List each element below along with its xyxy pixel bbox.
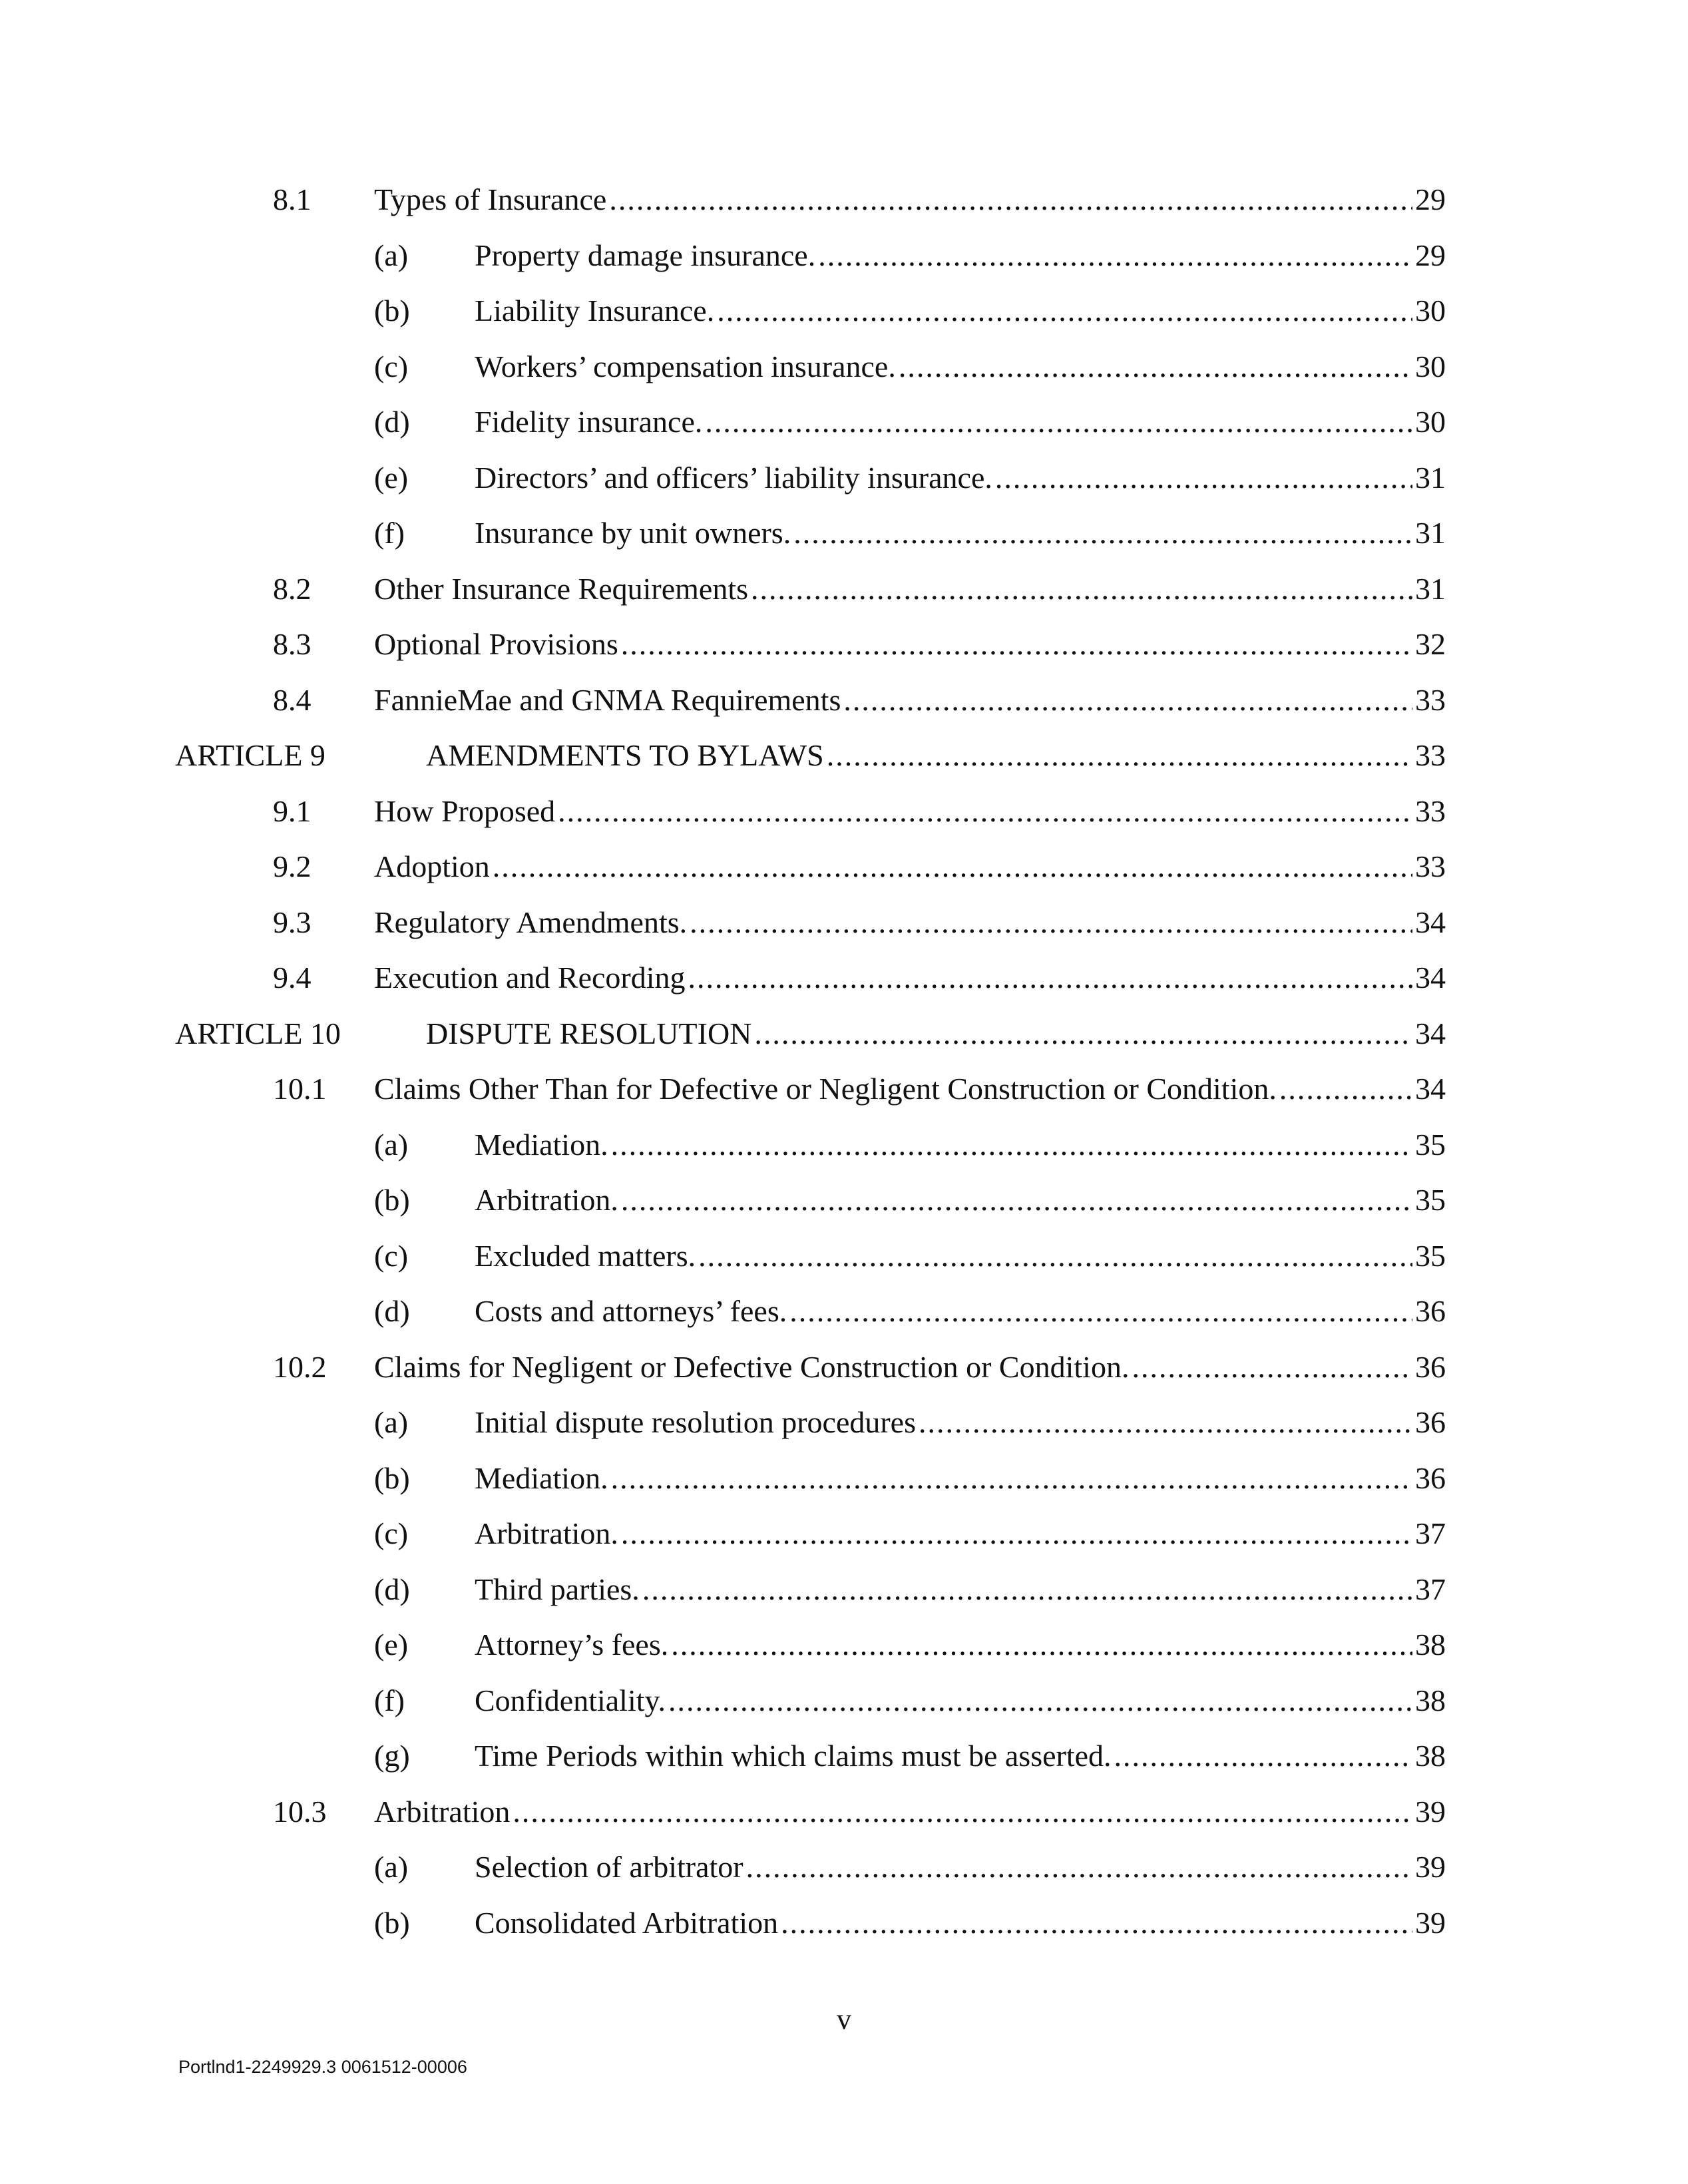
dot-leader: [818, 228, 1412, 284]
dot-leader: [781, 1895, 1412, 1951]
toc-entry-number: 9.2: [273, 849, 312, 883]
toc-entry-page: 30: [1415, 349, 1446, 383]
toc-entry-number: (d): [374, 405, 410, 439]
dot-leader: [746, 1839, 1412, 1895]
toc-entry-line: [374, 1784, 1446, 1840]
table-of-contents: [0, 172, 1688, 1950]
toc-entry-number: ARTICLE 10: [175, 1016, 341, 1050]
toc-entry-page: 34: [1415, 905, 1446, 939]
toc-entry: [0, 895, 1688, 951]
toc-entry-title: Claims Other Than for Defective or Negligent Construction or Condition.: [374, 1072, 1277, 1106]
toc-entry-line: [426, 1006, 1446, 1062]
toc-entry: [0, 1006, 1688, 1062]
dot-leader: [843, 672, 1412, 728]
dot-leader: [789, 1283, 1412, 1339]
toc-entry-number: 8.4: [273, 682, 312, 717]
dot-leader: [688, 950, 1412, 1006]
toc-entry: [0, 1450, 1688, 1506]
toc-entry-line: [475, 1895, 1446, 1951]
toc-entry-number: (c): [374, 349, 409, 383]
toc-entry-title: Insurance by unit owners.: [475, 516, 791, 550]
dot-leader: [1114, 1728, 1412, 1784]
toc-entry: [0, 450, 1688, 506]
toc-entry-title: Third parties.: [475, 1572, 640, 1606]
toc-entry-title: Optional Provisions: [374, 627, 618, 661]
dot-leader: [899, 339, 1412, 395]
toc-entry-title: Consolidated Arbitration: [475, 1905, 779, 1940]
dot-leader: [558, 783, 1412, 839]
toc-entry-line: [374, 895, 1446, 951]
toc-entry-page: 38: [1415, 1628, 1446, 1661]
dot-leader: [671, 1617, 1412, 1673]
toc-entry-number: (f): [374, 516, 405, 550]
toc-entry-page: 32: [1415, 627, 1446, 661]
toc-entry-title: Property damage insurance.: [475, 238, 816, 272]
toc-entry: [0, 1562, 1688, 1618]
toc-entry-number: (b): [374, 1905, 410, 1940]
toc-entry-line: [475, 1283, 1446, 1339]
toc-entry-number: (c): [374, 1516, 409, 1550]
toc-entry-number: (g): [374, 1739, 410, 1773]
toc-entry-page: 36: [1415, 1405, 1446, 1439]
toc-entry-title: Costs and attorneys’ fees.: [475, 1294, 787, 1328]
dot-leader: [690, 895, 1412, 951]
toc-entry-number: (e): [374, 460, 409, 495]
toc-entry-number: 10.3: [273, 1794, 327, 1829]
toc-entry-title: Claims for Negligent or Defective Construction or Condition.: [374, 1349, 1130, 1384]
toc-entry-title: Initial dispute resolution procedures: [475, 1405, 917, 1439]
toc-entry: [0, 1172, 1688, 1228]
toc-entry-title: Regulatory Amendments.: [374, 905, 688, 939]
toc-entry-title: DISPUTE RESOLUTION: [426, 1016, 752, 1050]
toc-entry-number: (c): [374, 1238, 409, 1273]
toc-entry-line: [374, 1061, 1446, 1117]
toc-entry-page: 34: [1415, 1016, 1446, 1050]
dot-leader: [513, 1784, 1412, 1840]
dot-leader: [621, 616, 1412, 672]
toc-entry-page: 33: [1415, 738, 1446, 772]
toc-entry: [0, 1895, 1688, 1951]
toc-entry-title: Mediation.: [475, 1127, 608, 1162]
toc-entry-title: Workers’ compensation insurance.: [475, 349, 896, 383]
toc-entry-number: (b): [374, 1183, 410, 1217]
toc-entry-number: (b): [374, 1460, 410, 1495]
toc-entry-number: (e): [374, 1628, 409, 1661]
toc-entry-line: [475, 1839, 1446, 1895]
dot-leader: [717, 283, 1412, 339]
toc-entry: [0, 616, 1688, 672]
toc-entry-line: [475, 1172, 1446, 1228]
toc-entry-title: Directors’ and officers’ liability insurance.: [475, 460, 992, 495]
toc-entry-line: [475, 1562, 1446, 1618]
toc-entry-title: Types of Insurance: [374, 182, 607, 216]
toc-entry-line: [374, 783, 1446, 839]
dot-leader: [919, 1395, 1412, 1450]
toc-entry-line: [374, 172, 1446, 228]
toc-entry-title: How Proposed: [374, 793, 556, 828]
toc-entry: [0, 1283, 1688, 1339]
toc-entry-title: Arbitration.: [475, 1183, 618, 1217]
toc-entry-page: 36: [1415, 1460, 1446, 1495]
dot-leader: [621, 1172, 1412, 1228]
toc-entry-title: Selection of arbitrator: [475, 1850, 743, 1884]
toc-entry: [0, 950, 1688, 1006]
toc-entry-page: 31: [1415, 516, 1446, 550]
dot-leader: [668, 1673, 1412, 1729]
toc-entry: [0, 728, 1688, 783]
dot-leader: [621, 1506, 1412, 1562]
toc-entry-title: Fidelity insurance.: [475, 405, 703, 439]
toc-entry-title: Liability Insurance.: [475, 294, 715, 328]
toc-entry-number: 8.2: [273, 571, 312, 606]
dot-leader: [493, 839, 1412, 895]
toc-entry-page: 39: [1415, 1794, 1446, 1829]
toc-entry-line: [475, 228, 1446, 284]
toc-entry-line: [426, 728, 1446, 783]
toc-entry-line: [475, 283, 1446, 339]
toc-entry: [0, 561, 1688, 617]
toc-entry-title: Time Periods within which claims must be asserted.: [475, 1739, 1112, 1773]
toc-entry-number: (a): [374, 238, 409, 272]
toc-entry-title: Arbitration.: [475, 1516, 618, 1550]
toc-entry-number: (a): [374, 1850, 409, 1884]
dot-leader: [642, 1562, 1412, 1618]
toc-entry-page: 33: [1415, 682, 1446, 717]
toc-entry-page: 36: [1415, 1294, 1446, 1328]
dot-leader: [611, 1450, 1412, 1506]
dot-leader: [751, 561, 1412, 617]
toc-entry-page: 38: [1415, 1683, 1446, 1717]
toc-entry-number: 9.3: [273, 905, 312, 939]
toc-entry-line: [475, 1728, 1446, 1784]
toc-entry-number: 8.3: [273, 627, 312, 661]
toc-entry: [0, 394, 1688, 450]
dot-leader: [609, 172, 1412, 228]
toc-entry-page: 36: [1415, 1349, 1446, 1384]
toc-entry-page: 39: [1415, 1850, 1446, 1884]
toc-entry-number: 9.1: [273, 793, 312, 828]
toc-entry: [0, 1061, 1688, 1117]
toc-entry-number: 8.1: [273, 182, 312, 216]
toc-entry-page: 33: [1415, 849, 1446, 883]
toc-entry-page: 35: [1415, 1127, 1446, 1162]
toc-entry-line: [475, 339, 1446, 395]
dot-leader: [1279, 1061, 1412, 1117]
toc-entry-title: Confidentiality.: [475, 1683, 666, 1717]
dot-leader: [793, 505, 1412, 561]
toc-entry: [0, 1728, 1688, 1784]
page-number: v: [837, 2003, 851, 2036]
dot-leader: [1132, 1339, 1412, 1395]
toc-entry-page: 38: [1415, 1739, 1446, 1773]
toc-entry-page: 29: [1415, 238, 1446, 272]
toc-entry-page: 30: [1415, 405, 1446, 439]
toc-entry-line: [475, 450, 1446, 506]
dot-leader: [705, 394, 1412, 450]
toc-entry: [0, 1395, 1688, 1450]
toc-entry-line: [475, 1117, 1446, 1173]
dot-leader: [698, 1228, 1412, 1284]
toc-entry-line: [374, 839, 1446, 895]
toc-entry-title: Arbitration: [374, 1794, 511, 1829]
dot-leader: [611, 1117, 1412, 1173]
toc-entry-title: Other Insurance Requirements: [374, 571, 749, 606]
toc-entry-page: 39: [1415, 1905, 1446, 1940]
toc-entry-title: Adoption: [374, 849, 490, 883]
toc-entry-page: 37: [1415, 1516, 1446, 1550]
toc-entry-number: (a): [374, 1405, 409, 1439]
toc-entry: [0, 1784, 1688, 1840]
toc-entry-line: [475, 1673, 1446, 1729]
toc-entry-line: [374, 616, 1446, 672]
toc-entry-line: [475, 1506, 1446, 1562]
toc-entry-line: [475, 1395, 1446, 1450]
toc-entry-page: 29: [1415, 182, 1446, 216]
toc-entry-line: [374, 1339, 1446, 1395]
toc-entry-number: (d): [374, 1294, 410, 1328]
toc-entry-number: 10.1: [273, 1072, 327, 1106]
toc-entry-line: [475, 1450, 1446, 1506]
toc-entry-title: Excluded matters.: [475, 1238, 696, 1273]
toc-entry: [0, 839, 1688, 895]
toc-entry-page: 31: [1415, 571, 1446, 606]
toc-entry: [0, 1506, 1688, 1562]
toc-entry: [0, 228, 1688, 284]
toc-entry: [0, 783, 1688, 839]
toc-entry-line: [374, 672, 1446, 728]
toc-entry: [0, 1673, 1688, 1729]
toc-entry-title: Attorney’s fees.: [475, 1628, 669, 1661]
toc-entry-line: [475, 1617, 1446, 1673]
dot-leader: [754, 1006, 1412, 1062]
dot-leader: [995, 450, 1412, 506]
toc-entry: [0, 1117, 1688, 1173]
toc-entry: [0, 1228, 1688, 1284]
toc-entry: [0, 1617, 1688, 1673]
toc-entry-page: 34: [1415, 1072, 1446, 1106]
toc-entry-number: ARTICLE 9: [175, 738, 325, 772]
toc-entry-line: [475, 1228, 1446, 1284]
toc-entry: [0, 339, 1688, 395]
toc-entry-page: 31: [1415, 460, 1446, 495]
toc-entry: [0, 283, 1688, 339]
toc-entry-line: [374, 561, 1446, 617]
toc-entry-number: (b): [374, 294, 410, 328]
toc-entry-page: 34: [1415, 961, 1446, 994]
toc-entry-page: 30: [1415, 294, 1446, 328]
toc-entry: [0, 1339, 1688, 1395]
toc-entry-line: [475, 505, 1446, 561]
toc-entry-title: Mediation.: [475, 1460, 608, 1495]
toc-entry-page: 35: [1415, 1238, 1446, 1273]
toc-entry: [0, 505, 1688, 561]
toc-entry-title: Execution and Recording: [374, 961, 686, 994]
toc-entry-number: 9.4: [273, 961, 312, 994]
document-id-footer: Portlnd1-2249929.3 0061512-00006: [178, 2057, 467, 2077]
toc-entry: [0, 1839, 1688, 1895]
toc-entry-title: FannieMae and GNMA Requirements: [374, 682, 841, 717]
toc-entry-page: 33: [1415, 793, 1446, 828]
toc-entry-page: 37: [1415, 1572, 1446, 1606]
dot-leader: [827, 728, 1412, 783]
toc-entry-number: (f): [374, 1683, 405, 1717]
toc-entry-line: [374, 950, 1446, 1006]
toc-entry-page: 35: [1415, 1183, 1446, 1217]
toc-entry: [0, 672, 1688, 728]
toc-entry-title: AMENDMENTS TO BYLAWS: [426, 738, 824, 772]
toc-entry-number: (d): [374, 1572, 410, 1606]
toc-entry-number: 10.2: [273, 1349, 327, 1384]
toc-entry: [0, 172, 1688, 228]
toc-entry-line: [475, 394, 1446, 450]
toc-entry-number: (a): [374, 1127, 409, 1162]
